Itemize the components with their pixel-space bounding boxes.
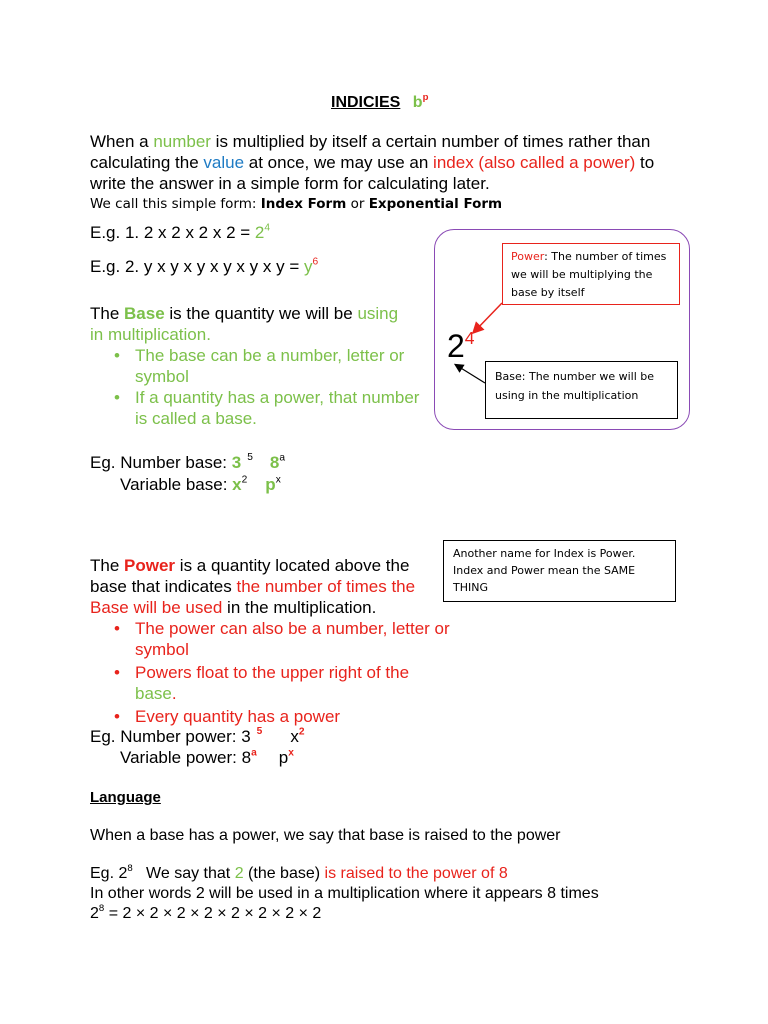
title-b: b (412, 94, 423, 111)
word-base: Base (124, 304, 165, 323)
example-2: E.g. 2. y x y x y x y x y x $y = y^6$ (90, 256, 319, 276)
power-bullets (110, 618, 455, 727)
word-value: value (203, 153, 245, 172)
base-definition: The Base is the quantity we will be using in multiplication. • The base can be a number, letter or symbol • If a quantity has a power, that number is called a base. (90, 303, 420, 429)
intro-line-2: calculating the value at once, we may use an index (also called a power) to (90, 153, 655, 172)
word-number: number (153, 132, 211, 151)
list-item: • The base can be a number, letter or symbol (110, 345, 420, 387)
eg-number-base: Eg. Number base: 3 $^5$ 8$^a$ (90, 452, 286, 472)
list-item: • If a quantity has a power, that number is called a base. (110, 387, 420, 429)
language-line-1: When a base has a power, we say that base is raised to the power (90, 827, 561, 844)
power-definition: The Power is a quantity located above the base that indicates the number of times the Base will be used in the multiplication. • The power can also be a number, letter or symbol • Powers float to the upper right of the base. • Every quantity has a power (90, 555, 455, 727)
word-power: Power (124, 556, 176, 575)
intro-line-1: When a number is multiplied by itself a certain number of times rather than (90, 132, 651, 151)
power-callout: Power: The number of times we will be multiplying the base by itself (502, 243, 680, 305)
title-p: p (422, 91, 429, 103)
eg-variable-base: Variable base: $x^2$ $p^x$ (120, 474, 281, 494)
list-item: • Every quantity has a power (110, 706, 455, 727)
language-line-4: $2^8 = 2 \times 2 \times 2 \times 2 \times 2 \times 2 \times 2 \times 2$ (90, 902, 322, 922)
note-box: Another name for Index is Power. Index and Power mean the SAME THING (443, 540, 676, 602)
example-1: E.g. 1. 2 x 2 x 2 x $2 = 2^4$ (90, 222, 271, 242)
eg-number-power: Eg. Number power: 3 $^5$ $x^2$ (90, 726, 305, 746)
diagram-exponent: $2^4$ (447, 327, 475, 364)
intro-line-4: We call this simple form: Index Form or Exponential Form (90, 196, 503, 212)
language-example: Eg. $2^8$ We say that 2 (the base) is raised to the power of 8 (90, 862, 508, 882)
intro-line-3: write the answer in a simple form for calculating later. (90, 174, 490, 193)
base-callout: Base: The number we will be using in the multiplication (485, 361, 678, 419)
base-arrow (456, 365, 485, 383)
title-text: INDICIES (331, 94, 401, 111)
list-item: • Powers float to the upper right of the base. (110, 662, 455, 704)
list-item: • The power can also be a number, letter or symbol (110, 618, 455, 660)
language-line-3: In other words 2 will be used in a multiplication where it appears 8 times (90, 885, 599, 902)
eg-variable-power: Variable power: 8$^a$ $p^x$ (120, 747, 294, 767)
word-index: index (also called a power) (433, 153, 636, 172)
power-arrow (474, 303, 502, 332)
language-heading: Language (90, 789, 161, 806)
